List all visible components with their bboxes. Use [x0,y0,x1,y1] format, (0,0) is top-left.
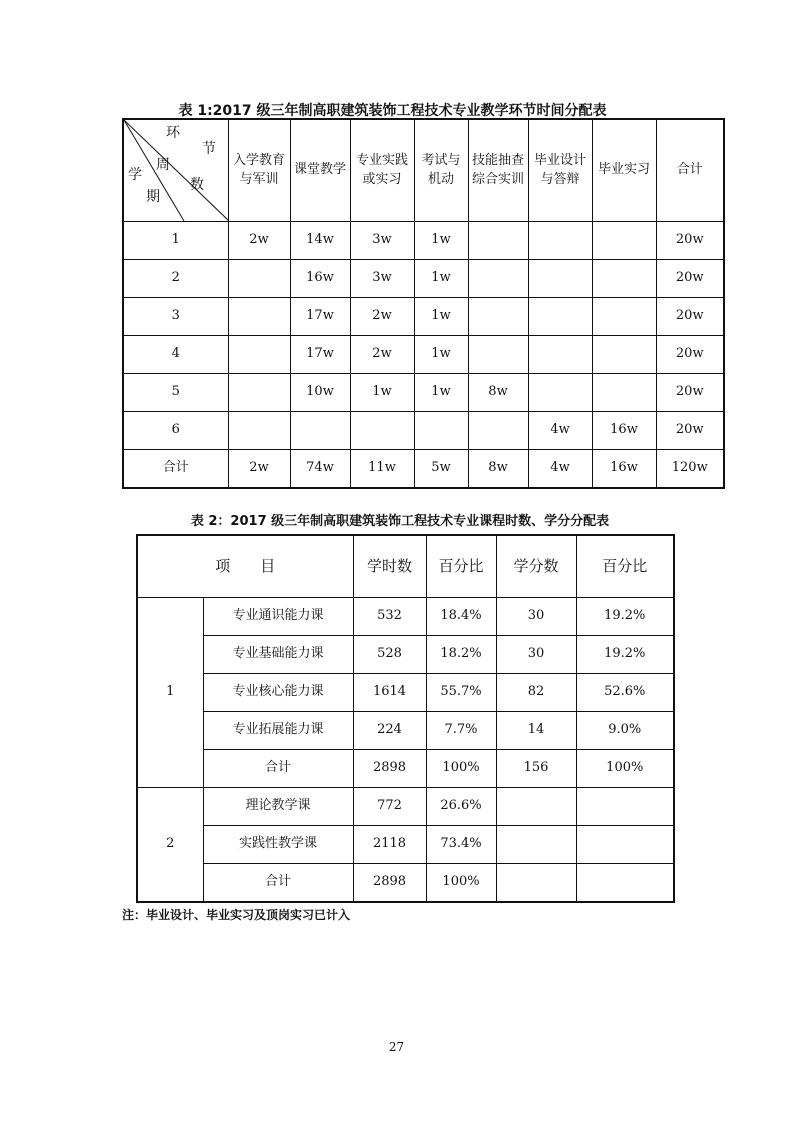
cell: 1w [414,222,468,260]
cell: 2w [350,298,414,336]
cell: 专业拓展能力课 [203,712,353,750]
table-row [123,298,724,336]
cell [496,826,576,864]
cell [592,260,656,298]
cell: 52.6% [576,674,674,712]
cell: 100% [426,864,496,903]
corner-label-qi: 期 [146,189,160,205]
table-total-row [123,450,724,489]
cell [468,222,528,260]
cell [228,336,290,374]
table-row [137,712,674,750]
cell: 7.7% [426,712,496,750]
corner-label-zhou: 周 [156,157,170,173]
cell: 772 [353,788,426,826]
cell: 26.6% [426,788,496,826]
header-cell-pct: 百分比 [576,535,674,598]
cell [228,298,290,336]
cell [414,412,468,450]
cell [228,412,290,450]
header-cell: 毕业设计 与答辩 [528,119,592,222]
cell: 19.2% [576,598,674,636]
cell: 224 [353,712,426,750]
cell [592,298,656,336]
cell [576,826,674,864]
header-cell: 入学教育 与军训 [228,119,290,222]
cell: 156 [496,750,576,788]
cell: 532 [353,598,426,636]
cell: 20w [656,222,724,260]
cell: 1w [414,298,468,336]
header-cell: 毕业实习 [592,119,656,222]
cell: 16w [290,260,350,298]
cell: 6 [123,412,228,450]
cell: 专业通识能力课 [203,598,353,636]
cell [468,298,528,336]
cell: 528 [353,636,426,674]
header-cell: 合计 [656,119,724,222]
table-row [123,412,724,450]
cell: 4w [528,412,592,450]
header-cell: 专业实践 或实习 [350,119,414,222]
cell: 17w [290,298,350,336]
cell [468,260,528,298]
cell: 55.7% [426,674,496,712]
cell: 10w [290,374,350,412]
cell [576,788,674,826]
cell: 30 [496,636,576,674]
cell [592,222,656,260]
cell: 3w [350,222,414,260]
cell: 2898 [353,864,426,903]
cell: 2w [350,336,414,374]
table-total-row [137,750,674,788]
cell: 8w [468,450,528,489]
cell: 73.4% [426,826,496,864]
cell: 5w [414,450,468,489]
cell: 1614 [353,674,426,712]
cell: 100% [426,750,496,788]
cell: 1w [414,260,468,298]
cell: 20w [656,298,724,336]
cell: 合计 [203,864,353,903]
cell: 17w [290,336,350,374]
cell [496,788,576,826]
header-cell: 考试与 机动 [414,119,468,222]
cell: 专业基础能力课 [203,636,353,674]
cell [228,374,290,412]
cell: 20w [656,336,724,374]
header-cell-pct: 百分比 [426,535,496,598]
cell [576,864,674,903]
cell: 专业核心能力课 [203,674,353,712]
table-row [137,636,674,674]
table-row [123,222,724,260]
cell [228,260,290,298]
cell: 20w [656,374,724,412]
cell [528,298,592,336]
table-row [137,674,674,712]
cell: 14 [496,712,576,750]
cell [468,412,528,450]
cell [592,374,656,412]
cell: 2w [228,450,290,489]
cell: 74w [290,450,350,489]
course-hours-table [136,534,675,903]
group-label: 1 [137,598,203,788]
corner-label-xue: 学 [128,167,142,183]
cell: 5 [123,374,228,412]
teaching-schedule-table [122,118,725,489]
table1-header-row [123,119,724,222]
header-cell: 技能抽查 综合实训 [468,119,528,222]
cell: 实践性教学课 [203,826,353,864]
cell [290,412,350,450]
header-cell-credits: 学分数 [496,535,576,598]
cell [528,260,592,298]
table1-title: 表 1:2017 级三年制高职建筑装饰工程技术专业教学环节时间分配表 [178,103,607,119]
cell: 2 [123,260,228,298]
cell: 1w [414,336,468,374]
cell: 20w [656,260,724,298]
cell: 120w [656,450,724,489]
cell [468,336,528,374]
cell: 82 [496,674,576,712]
cell: 合计 [203,750,353,788]
cell: 理论教学课 [203,788,353,826]
cell: 11w [350,450,414,489]
corner-header-cell [123,119,228,222]
table-row [123,336,724,374]
cell: 19.2% [576,636,674,674]
cell: 8w [468,374,528,412]
cell: 20w [656,412,724,450]
table2-header-row [137,535,674,598]
cell: 16w [592,450,656,489]
table-row [137,788,674,826]
header-cell-item: 项 目 [137,535,353,598]
corner-label-huan: 环 [166,125,180,141]
cell [528,374,592,412]
cell: 2118 [353,826,426,864]
table-row [123,260,724,298]
cell [496,864,576,903]
cell: 100% [576,750,674,788]
table-row [137,826,674,864]
cell: 30 [496,598,576,636]
cell: 18.2% [426,636,496,674]
group-label: 2 [137,788,203,903]
cell: 1w [414,374,468,412]
cell [350,412,414,450]
cell: 3w [350,260,414,298]
cell: 18.4% [426,598,496,636]
cell: 4w [528,450,592,489]
cell: 2w [228,222,290,260]
corner-label-shu: 数 [190,177,204,193]
cell [592,336,656,374]
table2-title: 表 2：2017 级三年制高职建筑装饰工程技术专业课程时数、学分分配表 [190,514,610,529]
cell: 1 [123,222,228,260]
cell: 9.0% [576,712,674,750]
header-cell-hours: 学时数 [353,535,426,598]
cell [528,222,592,260]
cell: 4 [123,336,228,374]
header-cell: 课堂教学 [290,119,350,222]
cell [528,336,592,374]
cell: 3 [123,298,228,336]
table-total-row [137,864,674,903]
table-row [137,598,674,636]
cell: 1w [350,374,414,412]
cell: 14w [290,222,350,260]
footnote: 注：毕业设计、毕业实习及顶岗实习已计入 [122,908,351,922]
table-row [123,374,724,412]
cell: 2898 [353,750,426,788]
corner-label-jie: 节 [202,141,216,157]
cell: 合计 [123,450,228,489]
cell: 16w [592,412,656,450]
page-number: 27 [388,1040,405,1054]
